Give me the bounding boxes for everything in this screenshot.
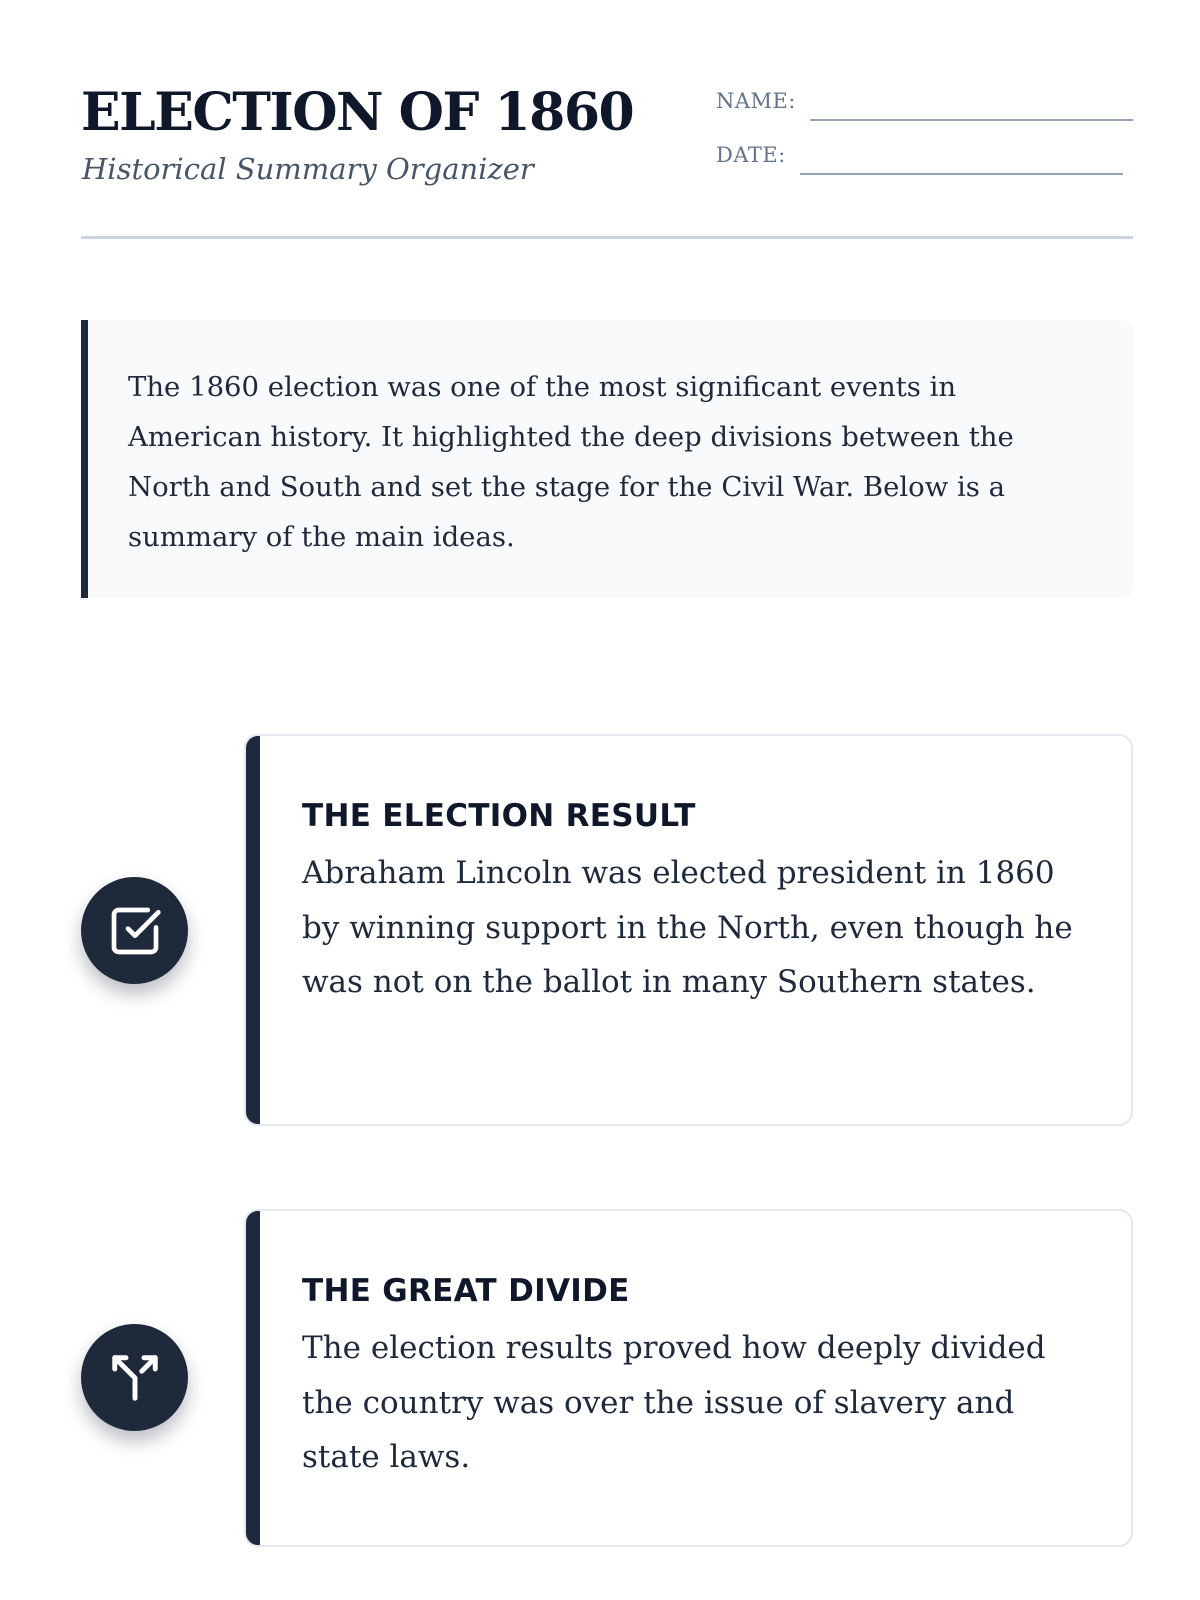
date-field[interactable]	[800, 173, 1123, 175]
date-label: DATE:	[716, 143, 786, 167]
header-divider	[81, 236, 1133, 239]
intro-box	[81, 320, 1133, 598]
section-body: Abraham Lincoln was elected president in 1860 by winning support in the North, even though he was not on the ballot in many Southern states.	[302, 855, 1073, 1000]
intro-text: The 1860 election was one of the most significant events in American history. It highlighted the deep divisions between the North and South and set the stage for the Civil War. Below is a summary of the main ideas.	[128, 371, 1014, 553]
card-accent-bar	[246, 1211, 260, 1545]
name-field[interactable]	[810, 119, 1133, 121]
name-label: NAME:	[716, 89, 796, 113]
card-accent-bar	[246, 736, 260, 1124]
section-card-election-result	[244, 734, 1133, 1126]
section-card-great-divide	[244, 1209, 1133, 1547]
section-body: The election results proved how deeply divided the country was over the issue of slavery and state laws.	[302, 1330, 1046, 1475]
checkbox-icon	[81, 877, 188, 984]
page-title: ELECTION OF 1860	[81, 82, 634, 143]
section-heading: THE ELECTION RESULT	[302, 798, 696, 834]
section-heading: THE GREAT DIVIDE	[302, 1273, 630, 1309]
split-arrow-icon	[81, 1324, 188, 1431]
page-subtitle: Historical Summary Organizer	[82, 152, 534, 186]
